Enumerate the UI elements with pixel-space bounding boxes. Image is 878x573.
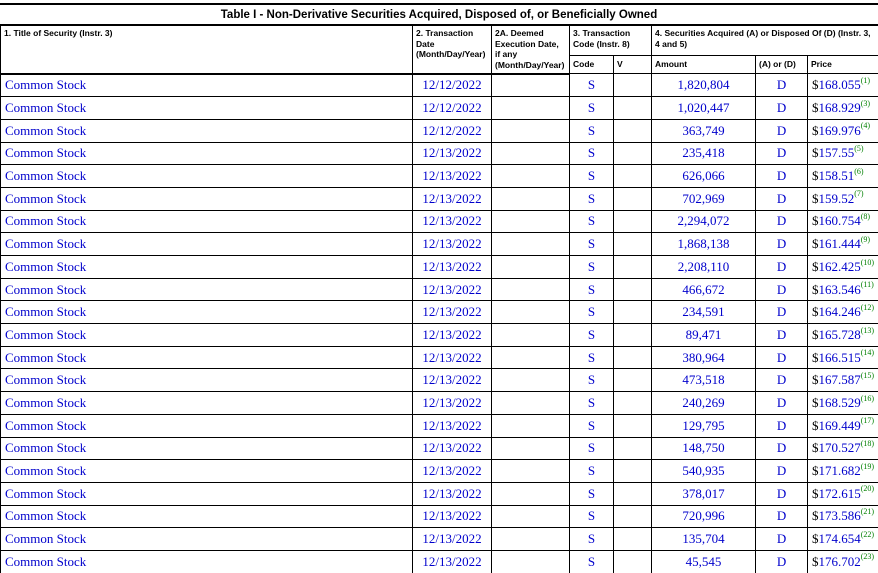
cell-v bbox=[614, 256, 652, 279]
table-row bbox=[1, 505, 878, 528]
price-footnote-ref: (21) bbox=[860, 507, 875, 517]
cell-deemed-execution-date bbox=[492, 165, 570, 188]
cell-amount: 1,820,804 bbox=[652, 74, 756, 97]
price-value: 159.52 bbox=[818, 190, 855, 206]
cell-security-title: Common Stock bbox=[1, 119, 413, 142]
price-value: 168.929 bbox=[818, 100, 861, 116]
cell-security-title: Common Stock bbox=[1, 233, 413, 256]
cell-amount: 363,749 bbox=[652, 119, 756, 142]
cell-transaction-date: 12/13/2022 bbox=[413, 256, 492, 279]
cell-transaction-date: 12/13/2022 bbox=[413, 414, 492, 437]
cell-security-title: Common Stock bbox=[1, 392, 413, 415]
table-row bbox=[1, 119, 878, 142]
price-value: 167.587 bbox=[818, 372, 861, 388]
cell-deemed-execution-date bbox=[492, 369, 570, 392]
cell-transaction-code: S bbox=[570, 369, 614, 392]
cell-v bbox=[614, 369, 652, 392]
cell-security-title: Common Stock bbox=[1, 324, 413, 347]
cell-a-or-d: D bbox=[756, 278, 808, 301]
cell-amount: 234,591 bbox=[652, 301, 756, 324]
cell-transaction-date: 12/12/2022 bbox=[413, 74, 492, 97]
price-value: 164.246 bbox=[818, 304, 861, 320]
cell-security-title: Common Stock bbox=[1, 369, 413, 392]
cell-v bbox=[614, 233, 652, 256]
cell-a-or-d: D bbox=[756, 482, 808, 505]
cell-amount: 380,964 bbox=[652, 346, 756, 369]
table-row bbox=[1, 346, 878, 369]
table-row bbox=[1, 233, 878, 256]
cell-v bbox=[614, 74, 652, 97]
price-value: 169.449 bbox=[818, 417, 861, 433]
cell-transaction-code: S bbox=[570, 460, 614, 483]
table-row bbox=[1, 165, 878, 188]
cell-a-or-d: D bbox=[756, 324, 808, 347]
cell-a-or-d: D bbox=[756, 256, 808, 279]
price-currency-symbol: $ bbox=[812, 553, 819, 569]
table-row bbox=[1, 256, 878, 279]
cell-v bbox=[614, 392, 652, 415]
cell-amount: 702,969 bbox=[652, 187, 756, 210]
cell-transaction-code: S bbox=[570, 482, 614, 505]
col-header-price: Price bbox=[808, 55, 878, 73]
cell-transaction-code: S bbox=[570, 233, 614, 256]
price-footnote-ref: (15) bbox=[860, 370, 875, 380]
cell-price bbox=[808, 505, 878, 528]
cell-v bbox=[614, 165, 652, 188]
table-body bbox=[1, 74, 878, 573]
col-header-deemed-execution-date: 2A. Deemed Execution Date, if any (Month/Day/Year) bbox=[492, 25, 570, 74]
price-value: 170.527 bbox=[818, 440, 861, 456]
cell-transaction-code: S bbox=[570, 301, 614, 324]
cell-amount: 2,208,110 bbox=[652, 256, 756, 279]
cell-deemed-execution-date bbox=[492, 142, 570, 165]
table-row bbox=[1, 210, 878, 233]
table-row bbox=[1, 324, 878, 347]
cell-security-title: Common Stock bbox=[1, 550, 413, 573]
price-footnote-ref: (18) bbox=[860, 439, 875, 449]
cell-security-title: Common Stock bbox=[1, 301, 413, 324]
cell-v bbox=[614, 505, 652, 528]
cell-price bbox=[808, 119, 878, 142]
cell-transaction-code: S bbox=[570, 505, 614, 528]
cell-v bbox=[614, 460, 652, 483]
price-value: 158.51 bbox=[818, 168, 855, 184]
cell-deemed-execution-date bbox=[492, 278, 570, 301]
price-currency-symbol: $ bbox=[812, 463, 819, 479]
price-footnote-ref: (20) bbox=[860, 484, 875, 494]
price-currency-symbol: $ bbox=[812, 190, 819, 206]
cell-a-or-d: D bbox=[756, 97, 808, 120]
col-header-securities-acquired-group: 4. Securities Acquired (A) or Disposed Of (D) (Instr. 3, 4 and 5) bbox=[652, 25, 878, 55]
cell-deemed-execution-date bbox=[492, 460, 570, 483]
cell-price bbox=[808, 278, 878, 301]
cell-transaction-date: 12/13/2022 bbox=[413, 142, 492, 165]
price-footnote-ref: (14) bbox=[860, 348, 875, 358]
price-value: 157.55 bbox=[818, 145, 855, 161]
price-value: 174.654 bbox=[818, 531, 861, 547]
price-currency-symbol: $ bbox=[812, 372, 819, 388]
price-value: 162.425 bbox=[818, 258, 861, 274]
cell-security-title: Common Stock bbox=[1, 528, 413, 551]
table-row bbox=[1, 369, 878, 392]
price-footnote-ref: (19) bbox=[860, 461, 875, 471]
cell-amount: 240,269 bbox=[652, 392, 756, 415]
header-group-row bbox=[1, 25, 878, 55]
cell-price bbox=[808, 74, 878, 97]
price-currency-symbol: $ bbox=[812, 77, 819, 93]
cell-transaction-date: 12/13/2022 bbox=[413, 324, 492, 347]
price-currency-symbol: $ bbox=[812, 394, 819, 410]
cell-amount: 626,066 bbox=[652, 165, 756, 188]
cell-transaction-date: 12/13/2022 bbox=[413, 369, 492, 392]
table-row bbox=[1, 528, 878, 551]
cell-a-or-d: D bbox=[756, 369, 808, 392]
price-footnote-ref: (7) bbox=[854, 189, 864, 199]
cell-amount: 235,418 bbox=[652, 142, 756, 165]
table-row bbox=[1, 97, 878, 120]
cell-a-or-d: D bbox=[756, 233, 808, 256]
form4-table1-section bbox=[0, 3, 878, 573]
cell-v bbox=[614, 324, 652, 347]
cell-v bbox=[614, 528, 652, 551]
price-footnote-ref: (5) bbox=[854, 144, 864, 154]
cell-security-title: Common Stock bbox=[1, 165, 413, 188]
table-row bbox=[1, 301, 878, 324]
cell-a-or-d: D bbox=[756, 74, 808, 97]
price-footnote-ref: (12) bbox=[860, 302, 875, 312]
price-currency-symbol: $ bbox=[812, 508, 819, 524]
price-value: 168.529 bbox=[818, 394, 861, 410]
cell-deemed-execution-date bbox=[492, 187, 570, 210]
cell-v bbox=[614, 482, 652, 505]
table-row bbox=[1, 278, 878, 301]
cell-transaction-code: S bbox=[570, 210, 614, 233]
price-currency-symbol: $ bbox=[812, 168, 819, 184]
cell-transaction-date: 12/13/2022 bbox=[413, 278, 492, 301]
col-header-code: Code bbox=[570, 55, 614, 73]
cell-price bbox=[808, 414, 878, 437]
cell-transaction-code: S bbox=[570, 142, 614, 165]
cell-v bbox=[614, 119, 652, 142]
cell-v bbox=[614, 550, 652, 573]
cell-deemed-execution-date bbox=[492, 550, 570, 573]
cell-amount: 45,545 bbox=[652, 550, 756, 573]
cell-security-title: Common Stock bbox=[1, 460, 413, 483]
cell-amount: 2,294,072 bbox=[652, 210, 756, 233]
cell-transaction-code: S bbox=[570, 97, 614, 120]
price-footnote-ref: (9) bbox=[860, 234, 871, 244]
cell-security-title: Common Stock bbox=[1, 187, 413, 210]
price-value: 172.615 bbox=[818, 485, 861, 501]
cell-security-title: Common Stock bbox=[1, 437, 413, 460]
price-value: 168.055 bbox=[818, 77, 861, 93]
cell-price bbox=[808, 460, 878, 483]
cell-price bbox=[808, 210, 878, 233]
col-header-amount: Amount bbox=[652, 55, 756, 73]
price-value: 169.976 bbox=[818, 122, 861, 138]
cell-amount: 466,672 bbox=[652, 278, 756, 301]
col-header-title-of-security: 1. Title of Security (Instr. 3) bbox=[1, 25, 413, 74]
cell-amount: 540,935 bbox=[652, 460, 756, 483]
cell-security-title: Common Stock bbox=[1, 97, 413, 120]
cell-price bbox=[808, 142, 878, 165]
cell-transaction-code: S bbox=[570, 74, 614, 97]
price-footnote-ref: (17) bbox=[860, 416, 875, 426]
cell-transaction-code: S bbox=[570, 256, 614, 279]
cell-a-or-d: D bbox=[756, 187, 808, 210]
cell-security-title: Common Stock bbox=[1, 210, 413, 233]
col-header-a-or-d: (A) or (D) bbox=[756, 55, 808, 73]
cell-price bbox=[808, 165, 878, 188]
cell-transaction-code: S bbox=[570, 324, 614, 347]
cell-security-title: Common Stock bbox=[1, 346, 413, 369]
cell-deemed-execution-date bbox=[492, 301, 570, 324]
price-value: 160.754 bbox=[818, 213, 861, 229]
cell-v bbox=[614, 210, 652, 233]
price-value: 176.702 bbox=[818, 553, 861, 569]
cell-price bbox=[808, 369, 878, 392]
cell-deemed-execution-date bbox=[492, 414, 570, 437]
cell-a-or-d: D bbox=[756, 142, 808, 165]
cell-a-or-d: D bbox=[756, 528, 808, 551]
cell-a-or-d: D bbox=[756, 505, 808, 528]
price-currency-symbol: $ bbox=[812, 531, 819, 547]
cell-amount: 1,020,447 bbox=[652, 97, 756, 120]
price-footnote-ref: (23) bbox=[860, 552, 875, 562]
cell-security-title: Common Stock bbox=[1, 142, 413, 165]
price-footnote-ref: (16) bbox=[860, 393, 875, 403]
cell-price bbox=[808, 233, 878, 256]
price-footnote-ref: (3) bbox=[860, 98, 871, 108]
price-footnote-ref: (1) bbox=[860, 75, 871, 85]
cell-transaction-code: S bbox=[570, 392, 614, 415]
price-currency-symbol: $ bbox=[812, 440, 819, 456]
cell-transaction-code: S bbox=[570, 187, 614, 210]
cell-transaction-date: 12/13/2022 bbox=[413, 165, 492, 188]
cell-deemed-execution-date bbox=[492, 324, 570, 347]
price-value: 163.546 bbox=[818, 281, 861, 297]
cell-a-or-d: D bbox=[756, 414, 808, 437]
price-currency-symbol: $ bbox=[812, 485, 819, 501]
cell-price bbox=[808, 482, 878, 505]
price-footnote-ref: (8) bbox=[860, 212, 871, 222]
cell-v bbox=[614, 301, 652, 324]
table-row bbox=[1, 460, 878, 483]
cell-transaction-date: 12/13/2022 bbox=[413, 437, 492, 460]
cell-v bbox=[614, 437, 652, 460]
price-currency-symbol: $ bbox=[812, 213, 819, 229]
price-currency-symbol: $ bbox=[812, 349, 819, 365]
price-currency-symbol: $ bbox=[812, 258, 819, 274]
cell-v bbox=[614, 278, 652, 301]
cell-price bbox=[808, 550, 878, 573]
cell-deemed-execution-date bbox=[492, 528, 570, 551]
cell-security-title: Common Stock bbox=[1, 74, 413, 97]
cell-a-or-d: D bbox=[756, 392, 808, 415]
cell-a-or-d: D bbox=[756, 119, 808, 142]
cell-transaction-date: 12/13/2022 bbox=[413, 392, 492, 415]
cell-price bbox=[808, 97, 878, 120]
cell-deemed-execution-date bbox=[492, 74, 570, 97]
price-footnote-ref: (10) bbox=[860, 257, 875, 267]
price-currency-symbol: $ bbox=[812, 122, 819, 138]
cell-transaction-date: 12/12/2022 bbox=[413, 119, 492, 142]
table-row bbox=[1, 437, 878, 460]
cell-deemed-execution-date bbox=[492, 437, 570, 460]
cell-deemed-execution-date bbox=[492, 482, 570, 505]
cell-transaction-code: S bbox=[570, 528, 614, 551]
table-row bbox=[1, 392, 878, 415]
price-footnote-ref: (11) bbox=[860, 280, 874, 290]
table-row bbox=[1, 550, 878, 573]
cell-transaction-code: S bbox=[570, 119, 614, 142]
cell-deemed-execution-date bbox=[492, 505, 570, 528]
cell-a-or-d: D bbox=[756, 301, 808, 324]
cell-price bbox=[808, 346, 878, 369]
table-row bbox=[1, 482, 878, 505]
price-currency-symbol: $ bbox=[812, 304, 819, 320]
price-value: 166.515 bbox=[818, 349, 861, 365]
table-header bbox=[1, 25, 878, 74]
col-header-transaction-code-group: 3. Transaction Code (Instr. 8) bbox=[570, 25, 652, 55]
table-row bbox=[1, 74, 878, 97]
cell-a-or-d: D bbox=[756, 165, 808, 188]
cell-price bbox=[808, 301, 878, 324]
cell-deemed-execution-date bbox=[492, 392, 570, 415]
cell-a-or-d: D bbox=[756, 550, 808, 573]
cell-price bbox=[808, 392, 878, 415]
cell-price bbox=[808, 256, 878, 279]
cell-security-title: Common Stock bbox=[1, 278, 413, 301]
table-row bbox=[1, 142, 878, 165]
cell-amount: 1,868,138 bbox=[652, 233, 756, 256]
cell-transaction-date: 12/12/2022 bbox=[413, 97, 492, 120]
col-header-transaction-date: 2. Transaction Date (Month/Day/Year) bbox=[413, 25, 492, 74]
cell-transaction-date: 12/13/2022 bbox=[413, 301, 492, 324]
cell-transaction-date: 12/13/2022 bbox=[413, 460, 492, 483]
cell-amount: 720,996 bbox=[652, 505, 756, 528]
cell-amount: 135,704 bbox=[652, 528, 756, 551]
cell-deemed-execution-date bbox=[492, 346, 570, 369]
cell-transaction-date: 12/13/2022 bbox=[413, 528, 492, 551]
cell-security-title: Common Stock bbox=[1, 256, 413, 279]
cell-security-title: Common Stock bbox=[1, 505, 413, 528]
cell-transaction-code: S bbox=[570, 278, 614, 301]
cell-amount: 89,471 bbox=[652, 324, 756, 347]
price-currency-symbol: $ bbox=[812, 417, 819, 433]
price-value: 171.682 bbox=[818, 463, 861, 479]
cell-price bbox=[808, 437, 878, 460]
price-footnote-ref: (4) bbox=[860, 121, 871, 131]
price-value: 165.728 bbox=[818, 326, 861, 342]
cell-transaction-date: 12/13/2022 bbox=[413, 482, 492, 505]
cell-price bbox=[808, 187, 878, 210]
cell-security-title: Common Stock bbox=[1, 414, 413, 437]
cell-transaction-date: 12/13/2022 bbox=[413, 346, 492, 369]
price-footnote-ref: (13) bbox=[860, 325, 875, 335]
cell-transaction-date: 12/13/2022 bbox=[413, 550, 492, 573]
cell-amount: 148,750 bbox=[652, 437, 756, 460]
price-footnote-ref: (6) bbox=[854, 166, 864, 176]
cell-transaction-date: 12/13/2022 bbox=[413, 210, 492, 233]
cell-deemed-execution-date bbox=[492, 119, 570, 142]
cell-transaction-code: S bbox=[570, 437, 614, 460]
cell-a-or-d: D bbox=[756, 346, 808, 369]
cell-deemed-execution-date bbox=[492, 256, 570, 279]
cell-deemed-execution-date bbox=[492, 97, 570, 120]
cell-transaction-code: S bbox=[570, 414, 614, 437]
cell-amount: 473,518 bbox=[652, 369, 756, 392]
col-header-v: V bbox=[614, 55, 652, 73]
cell-security-title: Common Stock bbox=[1, 482, 413, 505]
cell-a-or-d: D bbox=[756, 460, 808, 483]
table-row bbox=[1, 187, 878, 210]
price-currency-symbol: $ bbox=[812, 281, 819, 297]
cell-deemed-execution-date bbox=[492, 233, 570, 256]
cell-amount: 129,795 bbox=[652, 414, 756, 437]
cell-transaction-code: S bbox=[570, 550, 614, 573]
cell-transaction-date: 12/13/2022 bbox=[413, 187, 492, 210]
price-value: 161.444 bbox=[818, 236, 861, 252]
cell-v bbox=[614, 346, 652, 369]
cell-transaction-code: S bbox=[570, 165, 614, 188]
price-currency-symbol: $ bbox=[812, 145, 819, 161]
cell-v bbox=[614, 414, 652, 437]
cell-a-or-d: D bbox=[756, 210, 808, 233]
cell-price bbox=[808, 324, 878, 347]
cell-deemed-execution-date bbox=[492, 210, 570, 233]
price-footnote-ref: (22) bbox=[860, 529, 875, 539]
cell-v bbox=[614, 142, 652, 165]
price-value: 173.586 bbox=[818, 508, 861, 524]
cell-v bbox=[614, 97, 652, 120]
cell-transaction-code: S bbox=[570, 346, 614, 369]
cell-transaction-date: 12/13/2022 bbox=[413, 505, 492, 528]
cell-a-or-d: D bbox=[756, 437, 808, 460]
non-derivative-table bbox=[0, 24, 878, 573]
price-currency-symbol: $ bbox=[812, 326, 819, 342]
price-currency-symbol: $ bbox=[812, 236, 819, 252]
cell-transaction-date: 12/13/2022 bbox=[413, 233, 492, 256]
table-title: Table I - Non-Derivative Securities Acquired, Disposed of, or Beneficially Owned bbox=[0, 3, 878, 24]
cell-v bbox=[614, 187, 652, 210]
cell-amount: 378,017 bbox=[652, 482, 756, 505]
price-currency-symbol: $ bbox=[812, 100, 819, 116]
table-row bbox=[1, 414, 878, 437]
cell-price bbox=[808, 528, 878, 551]
